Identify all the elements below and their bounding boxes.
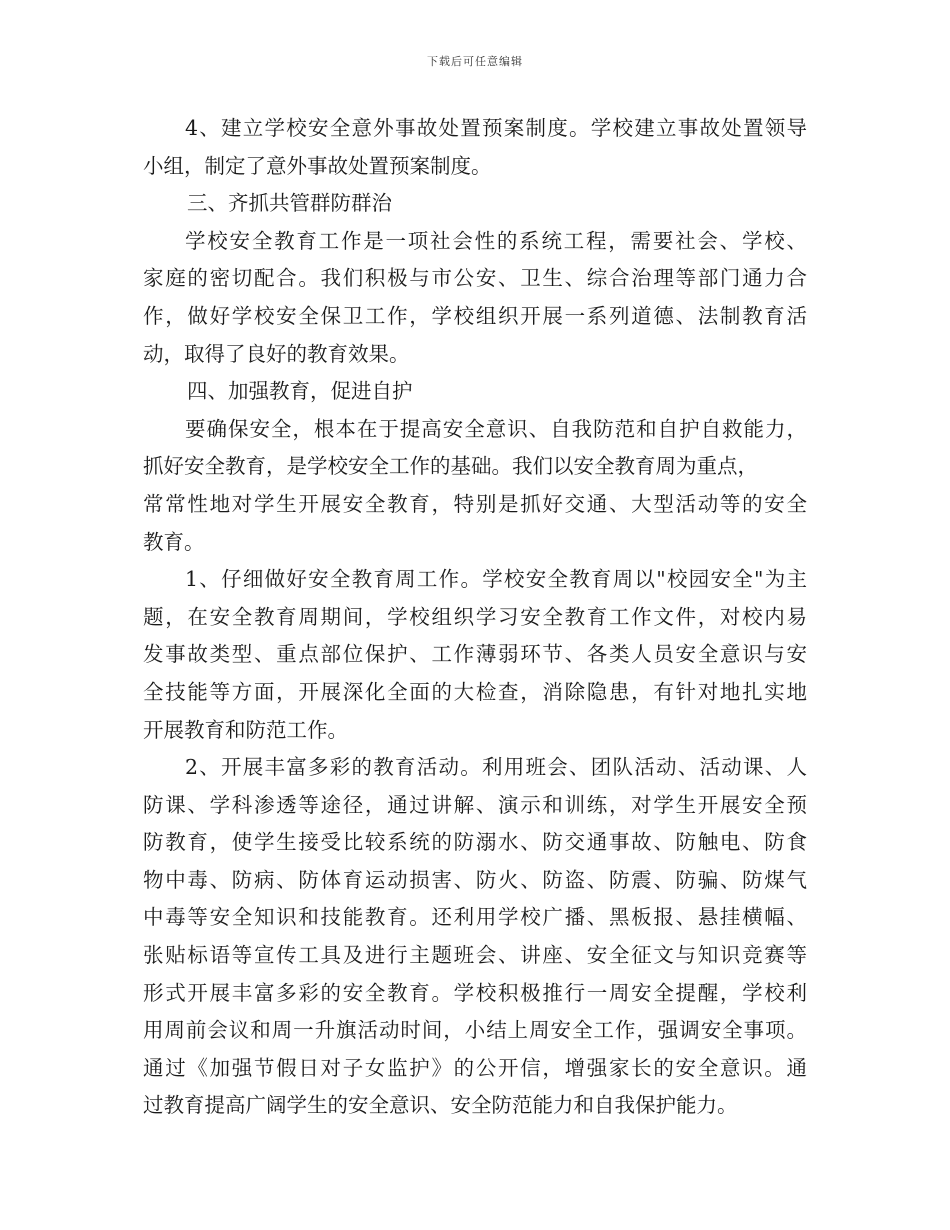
document-body (143, 110, 807, 1125)
text-line: 发事故类型、重点部位保护、工作薄弱环节、各类人员安全意识与安 (143, 642, 807, 667)
text-line: 抓好安全教育，是学校安全工作的基础。我们以安全教育周为重点， (143, 454, 758, 479)
page-header: 下载后可任意编辑 (427, 55, 523, 68)
text-line: 物中毒、防病、防体育运动损害、防火、防盗、防震、防骗、防煤气 (143, 867, 807, 892)
text-line: 要确保安全，根本在于提高安全意识、自我防范和自护自救能力， (185, 416, 807, 441)
text-line: 教育。 (143, 529, 205, 554)
text-line: 2、开展丰富多彩的教育活动。利用班会、团队活动、活动课、人 (185, 755, 807, 780)
text-line: 学校安全教育工作是一项社会性的系统工程，需要社会、学校、 (185, 228, 807, 253)
text-line: 防课、学科渗透等途径，通过讲解、演示和训练，对学生开展安全预 (143, 792, 807, 817)
text-line: 防教育，使学生接受比较系统的防溺水、防交通事故、防触电、防食 (143, 830, 807, 855)
text-line: 动，取得了良好的教育效果。 (143, 341, 410, 366)
text-line: 作，做好学校安全保卫工作，学校组织开展一系列道德、法制教育活 (143, 303, 807, 328)
text-line: 中毒等安全知识和技能教育。还利用学校广播、黑板报、悬挂横幅、 (143, 905, 807, 930)
text-line: 用周前会议和周一升旗活动时间，小结上周安全工作，强调安全事项。 (143, 1018, 807, 1043)
text-line: 家庭的密切配合。我们积极与市公安、卫生、综合治理等部门通力合 (143, 266, 807, 291)
text-line: 常常性地对学生开展安全教育，特别是抓好交通、大型活动等的安全 (143, 491, 807, 516)
text-line: 1、仔细做好安全教育周工作。学校安全教育周以"校园安全"为主 (185, 567, 807, 592)
section-heading: 三、齐抓共管群防群治 (187, 191, 392, 216)
text-line: 全技能等方面，开展深化全面的大检查，消除隐患，有针对地扎实地 (143, 679, 807, 704)
text-line: 通过《加强节假日对子女监护》的公开信，增强家长的安全意识。通 (143, 1055, 807, 1080)
text-line: 形式开展丰富多彩的安全教育。学校积极推行一周安全提醒，学校利 (143, 980, 807, 1005)
text-line: 开展教育和防范工作。 (143, 717, 348, 742)
text-line: 小组，制定了意外事故处置预案制度。 (143, 153, 492, 178)
text-line: 过教育提高广阔学生的安全意识、安全防范能力和自我保护能力。 (143, 1093, 738, 1118)
text-line: 张贴标语等宣传工具及进行主题班会、讲座、安全征文与知识竞赛等 (143, 943, 807, 968)
text-line: 题，在安全教育周期间，学校组织学习安全教育工作文件，对校内易 (143, 604, 807, 629)
section-heading: 四、加强教育，促进自护 (187, 379, 413, 404)
text-line: 4、建立学校安全意外事故处置预案制度。学校建立事故处置领导 (185, 116, 807, 140)
